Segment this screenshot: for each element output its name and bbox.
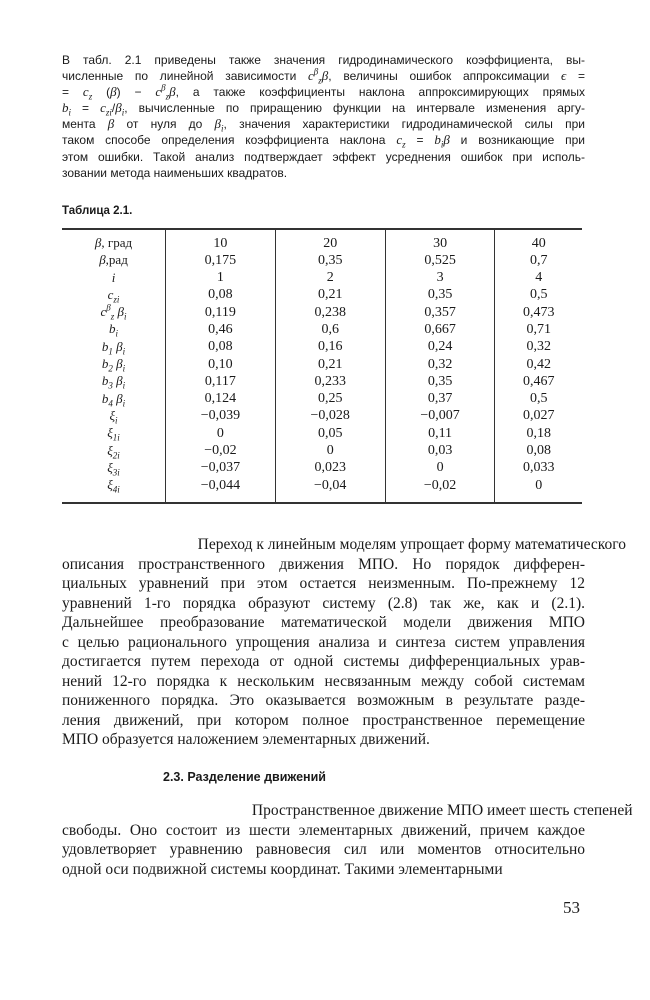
table-row [62, 425, 582, 442]
table-row [62, 460, 582, 477]
text-run: численные по линейной зависимости [62, 69, 309, 84]
text-line: пониженного порядка. Это оказывается возможным в результате разде- [62, 692, 585, 709]
table-cell: 0,25 [275, 391, 385, 408]
text-line: нений 12-го порядка к нескольким несвязанным между собой системам [62, 672, 585, 690]
table-cell: 0,117 [166, 373, 276, 390]
table-cell: 0,175 [166, 252, 276, 269]
text-line: Дальнейшее преобразование математической модели движения МПО [62, 614, 585, 631]
table-row [62, 252, 582, 269]
page-number: 53 [563, 898, 580, 917]
text-run: ( [92, 85, 111, 100]
text-run: , а также коэффициенты наклона аппроксимирующих прямых [175, 85, 585, 100]
text-line: циальных уравнений при этом остается неизменным. По-прежнему 12 [62, 575, 585, 592]
paragraph-linear-models [62, 535, 626, 750]
math-symbol: $\xi_i$ [109, 407, 118, 426]
table-cell: 0,21 [275, 356, 385, 373]
text-run: = [71, 101, 101, 116]
table-cell: 0 [495, 477, 582, 503]
math-symbol: $c^\beta_z$ $\beta_i$ [100, 302, 127, 322]
table-cell: 0,027 [495, 408, 582, 425]
section-heading: 2.3. Разделение движений [163, 770, 326, 784]
table-row [62, 304, 582, 321]
table-caption: Таблица 2.1. [62, 205, 133, 217]
math-symbol: $c_z$ [396, 132, 406, 151]
table-cell: 0,46 [166, 321, 276, 338]
row-label [62, 356, 166, 373]
table-row [62, 408, 582, 425]
table-cell: −0,04 [275, 477, 385, 503]
math-symbol: β [107, 116, 115, 132]
row-label [62, 408, 166, 425]
math-symbol: $b_i$ [108, 321, 118, 340]
table-cell: 0,37 [385, 391, 495, 408]
table-cell: −0,028 [275, 408, 385, 425]
row-label [62, 229, 166, 252]
math-symbol: $b_2$ $\beta_i$ [101, 356, 126, 374]
data-table [62, 228, 582, 504]
table-cell: 0,667 [385, 321, 495, 338]
math-symbol: $c^\beta_z$ [308, 66, 322, 86]
table-cell: 0,21 [275, 287, 385, 304]
row-label [62, 460, 166, 477]
intro-paragraph [62, 52, 585, 181]
math-symbol: β [169, 84, 176, 100]
text-line: ления движений, при котором полное пространственное перемещение [62, 711, 585, 729]
row-label [62, 252, 166, 269]
text-line: Пространственное движение МПО имеет шесть степеней [62, 802, 633, 819]
text-run: и возникающие при [449, 133, 585, 148]
text-line [62, 100, 585, 116]
text-run: / [111, 101, 116, 116]
table-cell: 0,24 [385, 339, 495, 356]
table-row [62, 270, 582, 287]
text-line: Переход к линейным моделям упрощает форму математического [62, 536, 626, 553]
row-label [62, 373, 166, 390]
table-cell: 0,233 [275, 373, 385, 390]
table-cell: 40 [495, 229, 582, 252]
row-label [62, 304, 166, 321]
text-line [62, 68, 585, 84]
math-symbol: β [110, 84, 117, 100]
table-cell: −0,02 [385, 477, 495, 503]
math-symbol: $c_{zi}$ [107, 286, 120, 305]
row-label [62, 425, 166, 442]
math-symbol: i [111, 269, 116, 285]
row-label [62, 443, 166, 460]
table-cell: 20 [275, 229, 385, 252]
table-row [62, 477, 582, 503]
text-run: В табл. 2.1 приведены также значения гидродинамического коэффициента, вы- [62, 53, 585, 67]
math-symbol: $\xi_{1i}$ [107, 425, 120, 443]
text-line: одной оси подвижной системы координат. Такими элементарными [62, 860, 503, 878]
math-symbol: $b_1$ $\beta_i$ [101, 338, 126, 357]
table-cell: 0,6 [275, 321, 385, 338]
math-symbol: $\xi_{4i}$ [107, 477, 120, 495]
table-cell: 0,124 [166, 391, 276, 408]
text-run: мента [62, 117, 108, 132]
text-run: , величины ошибок аппроксимации [328, 69, 562, 84]
table-row [62, 287, 582, 304]
table-cell: 0,42 [495, 356, 582, 373]
table-cell: 0,03 [385, 443, 495, 460]
table-cell: −0,02 [166, 443, 276, 460]
math-symbol: $\xi_{3i}$ [107, 459, 120, 478]
table-cell: 0,08 [166, 287, 276, 304]
table-cell: 3 [385, 270, 495, 287]
text-run: таком способе определения коэффициента наклона [62, 133, 397, 148]
paragraph-motion-separation [62, 801, 633, 879]
table-cell: 0,238 [275, 304, 385, 321]
table-cell: −0,044 [166, 477, 276, 503]
table-cell: 0,35 [385, 287, 495, 304]
text-line [62, 52, 585, 68]
table-cell: 0,35 [275, 252, 385, 269]
table-row [62, 356, 582, 373]
table-cell: 0,08 [166, 339, 276, 356]
table-cell: −0,037 [166, 460, 276, 477]
table-cell: 0,16 [275, 339, 385, 356]
table-cell: 0,71 [495, 321, 582, 338]
math-symbol: $\beta_i$ [214, 116, 224, 134]
row-label [62, 321, 166, 338]
math-symbol: ϵ [561, 68, 567, 84]
table-cell: 0,5 [495, 287, 582, 304]
table-cell: 0 [166, 425, 276, 442]
table-cell: 0,119 [166, 304, 276, 321]
text-run: = [405, 133, 435, 148]
text-line: с целью рационального упрощения анализа и синтеза систем управления [62, 633, 585, 651]
table-cell: 0 [275, 443, 385, 460]
text-line: достигается путем перехода от одной системы дифференциальных урав- [62, 653, 585, 670]
table-row [62, 339, 582, 356]
table-cell: 1 [166, 270, 276, 287]
table-cell: 0,35 [385, 373, 495, 390]
text-line [62, 149, 585, 165]
text-line: описания пространственного движения МПО. Но порядок дифферен- [62, 555, 585, 573]
table-cell: 0,11 [385, 425, 495, 442]
table-cell: 0,32 [385, 356, 495, 373]
math-symbol: $b_4$ $\beta_i$ [101, 390, 126, 409]
row-label [62, 391, 166, 408]
text-line: уравнений 1-го порядка образуют систему (2.8) так же, как и (2.1). [62, 594, 585, 612]
table-cell: 0,08 [495, 443, 582, 460]
table-cell: 30 [385, 229, 495, 252]
text-line: МПО образуется наложением элементарных движений. [62, 731, 430, 748]
table-cell: 10 [166, 229, 276, 252]
table-cell: 0,05 [275, 425, 385, 442]
text-run: зовании метода наименьших квадратов. [62, 165, 288, 180]
math-symbol: $c^\beta_z$ [155, 82, 170, 102]
table-cell: 0,033 [495, 460, 582, 477]
table-row [62, 321, 582, 338]
table-cell: 4 [495, 270, 582, 287]
table-row [62, 391, 582, 408]
text-line: удовлетворяет уравнению равновесия сил или моментов относительно [62, 841, 585, 858]
text-run: от нуля до [114, 117, 215, 132]
text-run: , значения характеристики гидродинамической силы при [223, 117, 586, 132]
math-symbol: β, град [94, 235, 133, 250]
row-label [62, 270, 166, 287]
table-cell: 0,7 [495, 252, 582, 269]
text-run: = [566, 69, 586, 84]
table-cell: −0,007 [385, 408, 495, 425]
table-cell: 0,473 [495, 304, 582, 321]
table-row [62, 373, 582, 390]
text-run: ) − [116, 85, 156, 100]
math-symbol: $b_i$ [434, 132, 444, 151]
text-run: этом ошибки. Такой анализ подтверждает эффект усреднения ошибок при исполь- [62, 149, 585, 164]
text-line [62, 165, 585, 181]
table-cell: 2 [275, 270, 385, 287]
text-line: свободы. Оно состоит из шести элементарных движений, причем каждое [62, 821, 585, 839]
table-row [62, 229, 582, 252]
table-cell: 0,10 [166, 356, 276, 373]
table-cell: 0,467 [495, 373, 582, 390]
table-cell: 0,5 [495, 391, 582, 408]
math-symbol: $c_{zi}$ [100, 100, 112, 118]
math-symbol: β [321, 68, 329, 84]
math-symbol: β [443, 132, 450, 148]
row-label [62, 477, 166, 503]
table-cell: 0,525 [385, 252, 495, 269]
table-row [62, 443, 582, 460]
row-label [62, 339, 166, 356]
table-cell: 0,357 [385, 304, 495, 321]
table-cell: 0,18 [495, 425, 582, 442]
math-symbol: $\beta_i$ [115, 100, 125, 118]
table-cell: −0,039 [166, 408, 276, 425]
table-cell: 0,023 [275, 460, 385, 477]
text-run: , вычисленные по приращению функции на интервале изменения аргу- [124, 101, 585, 116]
math-symbol: $b_3$ $\beta_i$ [101, 373, 126, 391]
text-line [62, 132, 585, 151]
row-label [62, 287, 166, 304]
text-run: = [62, 85, 83, 100]
math-symbol: $b_i$ [62, 100, 72, 118]
table-cell: 0 [385, 460, 495, 477]
math-symbol: $\xi_{2i}$ [107, 442, 120, 461]
table-cell: 0,32 [495, 339, 582, 356]
math-symbol: β,рад [99, 252, 128, 268]
text-line [62, 116, 585, 132]
text-line [62, 84, 585, 100]
math-symbol: $c_z$ [82, 84, 93, 102]
